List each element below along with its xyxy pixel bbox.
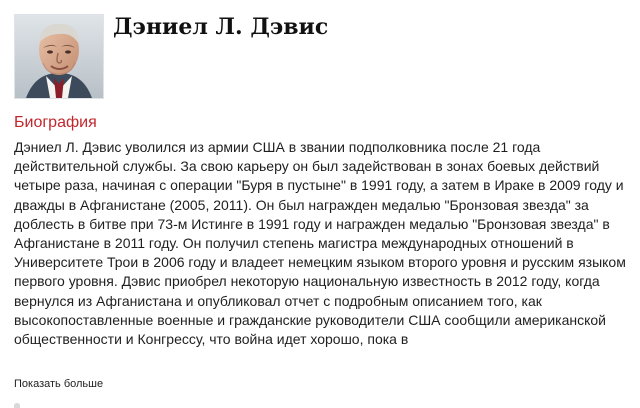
- profile-name: Дэниел Л. Дэвис: [113, 14, 329, 40]
- next-section-edge: [14, 403, 20, 408]
- show-more-link[interactable]: Показать больше: [14, 378, 104, 390]
- avatar: [14, 14, 104, 99]
- biography-text: Дэниел Л. Дэвис уволился из армии США в звании подполковника после 21 года действительной службы. За свою карьеру он был задействован в зонах боевых действий четыре раза, начиная с операции "Буря в пустыне" в 1991 году, а затем в Ираке в 2009 году и дважды в Афганистане (2005, 2011). Он был награжден медалью "Бронзовая звезда" за доблесть в битве при 73-м Истинге в 1991 году и награжден медалью "Бронзовая звезда" в Афганистане в 2011 году. Он получил степень магистра международных отношений в Университете Трои в 2006 году и владеет немецким языком второго уровня и русским языком первого уровня. Дэвис приобрел некоторую национальную известность в 2012 году, когда вернулся из Афганистана и опубликовал отчет с подробным описанием того, как высокопоставленные военные и гражданские руководители США сообщили американской общественности и Конгрессу, что война идет хорошо, пока в: [14, 139, 626, 348]
- person-photo-icon: [15, 15, 103, 98]
- biography-heading: Биография: [14, 114, 97, 131]
